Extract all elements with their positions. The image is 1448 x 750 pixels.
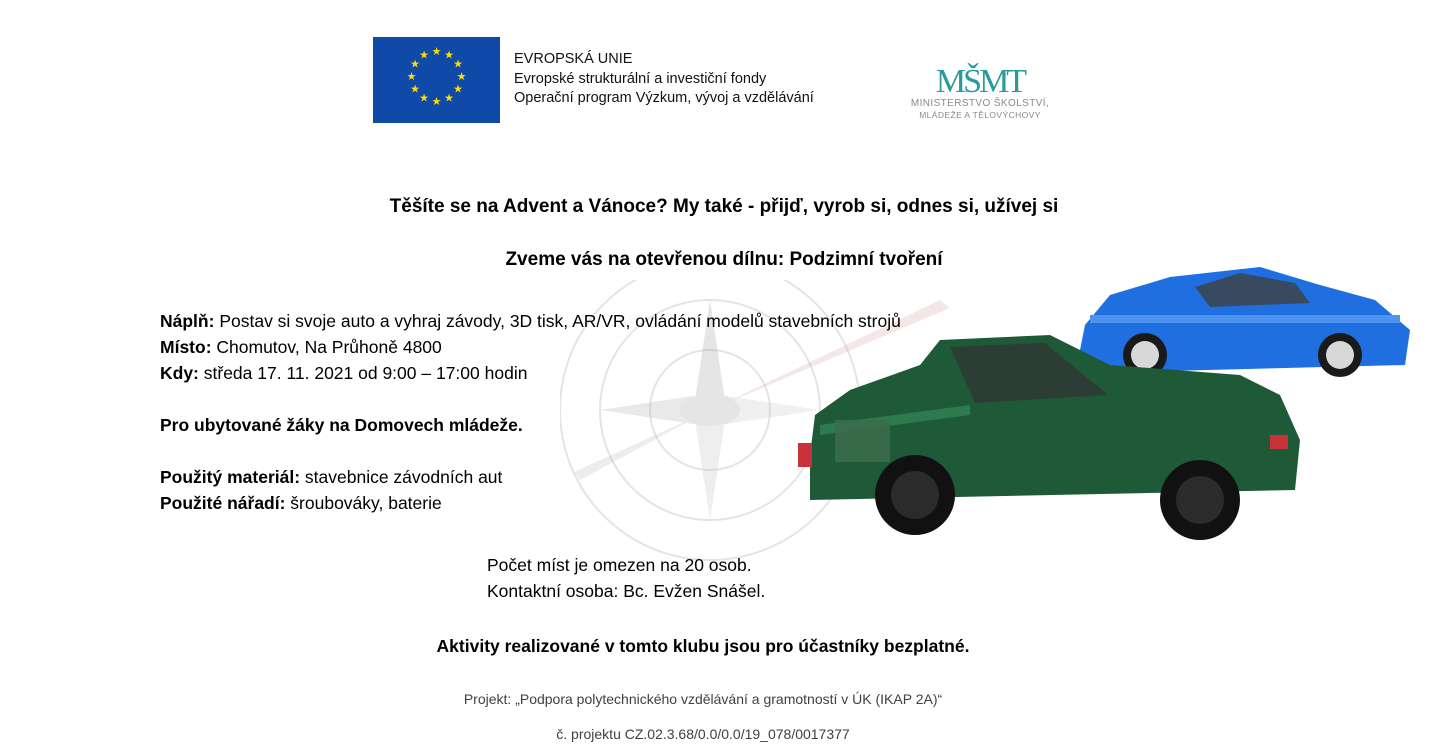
- svg-text:★: ★: [419, 48, 429, 62]
- free-activities-note: Aktivity realizované v tomto klubu jsou pro účastníky bezplatné.: [436, 636, 970, 656]
- capacity-note: Počet míst je omezen na 20 osob.: [487, 555, 752, 575]
- contact-note: Kontaktní osoba: Bc. Evžen Snášel.: [487, 581, 766, 601]
- project-number: č. projektu CZ.02.3.68/0.0/0.0/19_078/0017377: [556, 726, 850, 742]
- svg-text:★: ★: [419, 91, 429, 105]
- naplne-value: Postav si svoje auto a vyhraj závody, 3D tisk, AR/VR, ovládání modelů stavebních strojů: [214, 311, 901, 331]
- svg-text:MŠMT: MŠMT: [935, 63, 1025, 98]
- misto-label: Místo:: [160, 337, 212, 357]
- eu-flag-logo: [373, 37, 500, 123]
- svg-text:★: ★: [444, 91, 454, 105]
- misto-value: Chomutov, Na Průhoně 4800: [211, 337, 442, 357]
- headline: Těšíte se na Advent a Vánoce? My také - přijď, vyrob si, odnes si, užívej si: [389, 196, 1059, 217]
- blue-car: [1080, 267, 1410, 377]
- tools-line: [160, 490, 901, 516]
- material-value: stavebnice závodních aut: [300, 467, 503, 487]
- msmt-logo: [880, 38, 1080, 128]
- svg-text:★: ★: [431, 45, 442, 58]
- eu-funds-line: Evropské strukturální a investiční fondy: [514, 70, 767, 87]
- msmt-name-line2: MLÁDEŽE A TĚLOVÝCHOVY: [919, 110, 1041, 120]
- eu-text-block: [514, 50, 814, 109]
- svg-text:★: ★: [410, 82, 420, 96]
- svg-text:★: ★: [444, 48, 454, 62]
- eu-program-line: Operační program Výzkum, vývoj a vzdělávání: [514, 90, 814, 106]
- misto-line: [160, 334, 901, 360]
- kdy-value: středa 17. 11. 2021 od 9:00 – 17:00 hodin: [198, 363, 528, 383]
- svg-text:★: ★: [453, 57, 463, 71]
- svg-text:★: ★: [410, 57, 420, 71]
- material-label: Použitý materiál:: [160, 467, 301, 487]
- svg-text:★: ★: [456, 70, 467, 83]
- event-details: [160, 308, 901, 516]
- project-name: Projekt: „Podpora polytechnického vzdělávání a gramotností v ÚK (IKAP 2A)“: [463, 691, 943, 707]
- naplne-line: [160, 308, 901, 334]
- tools-label: Použité nářadí:: [160, 493, 286, 513]
- subheadline: Zveme vás na otevřenou dílnu: Podzimní tvoření: [505, 249, 943, 270]
- msmt-logo-mark: [880, 38, 1080, 98]
- msmt-name-line1: MINISTERSTVO ŠKOLSTVÍ,: [910, 98, 1050, 109]
- material-line: [160, 464, 901, 490]
- tools-value: šroubováky, baterie: [285, 493, 442, 513]
- svg-text:★: ★: [406, 70, 417, 83]
- svg-text:★: ★: [453, 82, 463, 96]
- kdy-line: [160, 360, 901, 386]
- kdy-label: Kdy:: [160, 363, 199, 383]
- svg-text:★: ★: [431, 95, 442, 108]
- naplne-label: Náplň:: [160, 311, 215, 331]
- eu-title: EVROPSKÁ UNIE: [514, 51, 633, 67]
- dorm-note: Pro ubytované žáky na Domovech mládeže.: [160, 415, 523, 435]
